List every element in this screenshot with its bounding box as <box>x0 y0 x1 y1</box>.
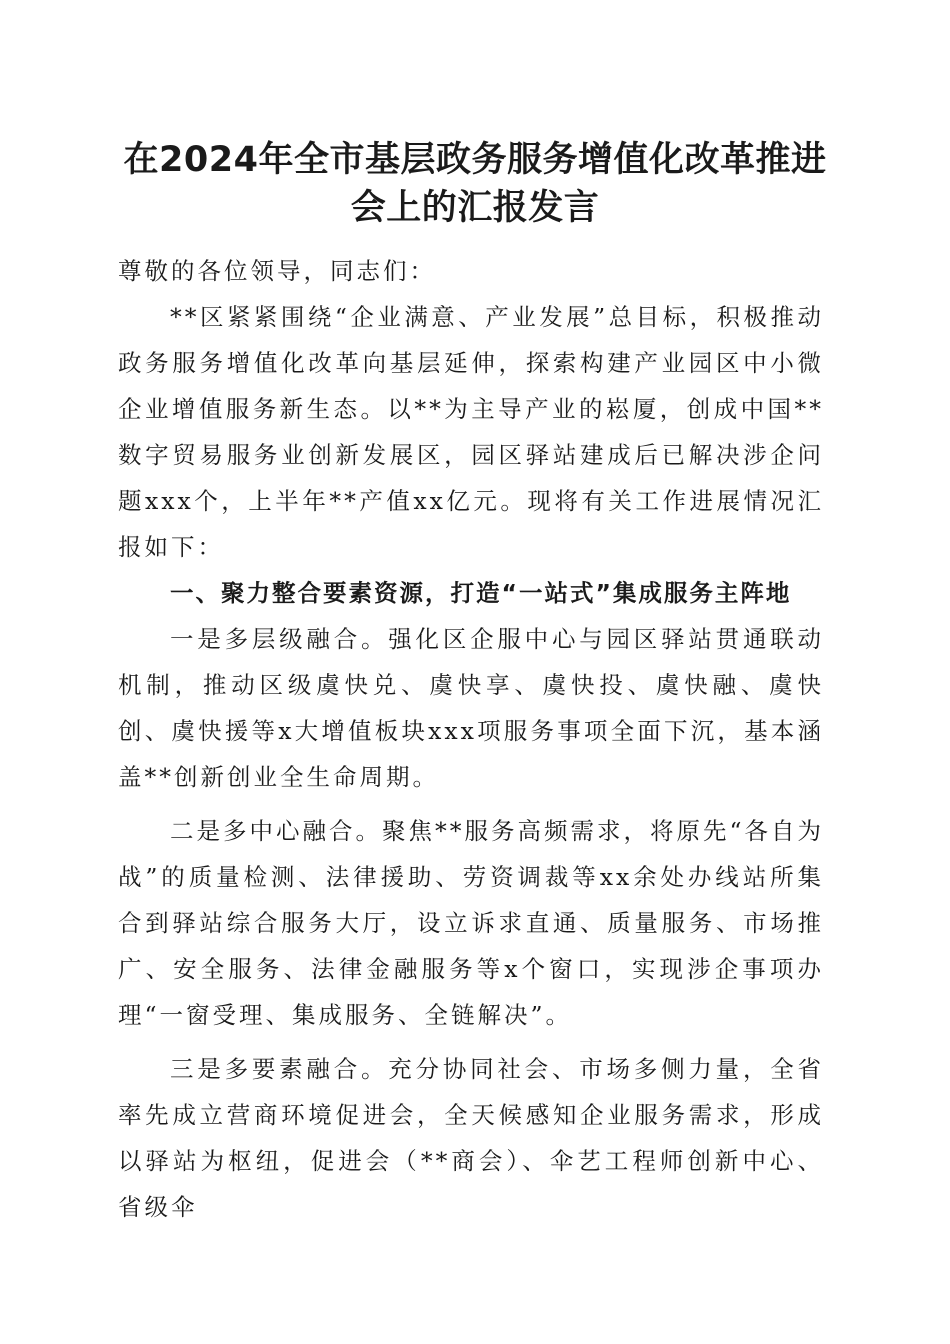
point-lead: 一是多层级融合。 <box>170 625 389 653</box>
point-lead: 三是多要素融合。 <box>170 1055 389 1083</box>
document-title: 在2024年全市基层政务服务增值化改革推进会上的汇报发言 <box>123 140 827 228</box>
point-paragraph-3 <box>118 1046 824 1230</box>
salutation: 尊敬的各位领导，同志们： <box>118 257 436 285</box>
document-body <box>118 248 824 1230</box>
point-lead: 二是多中心融合。 <box>170 817 382 845</box>
point-paragraph-2 <box>118 808 824 1038</box>
intro-paragraph: **区紧紧围绕“企业满意、产业发展”总目标，积极推动政务服务增值化改革向基层延伸，探索构建产业园区中小微企业增值服务新生态。以**为主导产业的崧厦，创成中国**数字贸易服务业创新发展区，园区驿站建成后已解决涉企问题xxx个，上半年**产值xx亿元。现将有关工作进展情况汇报如下： <box>118 303 824 561</box>
point-text: 聚焦**服务高频需求，将原先“各自为战”的质量检测、法律援助、劳资调裁等xx余处办线站所集合到驿站综合服务大厅，设立诉求直通、质量服务、市场推广、安全服务、法律金融服务等x个窗口，实现涉企事项办理“一窗受理、集成服务、全链解决”。 <box>118 817 825 1029</box>
section-heading-1: 一、聚力整合要素资源，打造“一站式”集成服务主阵地 <box>170 579 792 607</box>
point-text: 强化区企服中心与园区驿站贯通联动机制，推动区级虞快兑、虞快享、虞快投、虞快融、虞快创、虞快援等x大增值板块xxx项服务事项全面下沉，基本涵盖**创新创业全生命周期。 <box>118 625 825 791</box>
point-text: 充分协同社会、市场多侧力量，全省率先成立营商环境促进会，全天候感知企业服务需求，形成以驿站为枢纽，促进会（**商会）、伞艺工程师创新中心、省级伞 <box>118 1055 825 1221</box>
point-paragraph-1 <box>118 616 824 800</box>
